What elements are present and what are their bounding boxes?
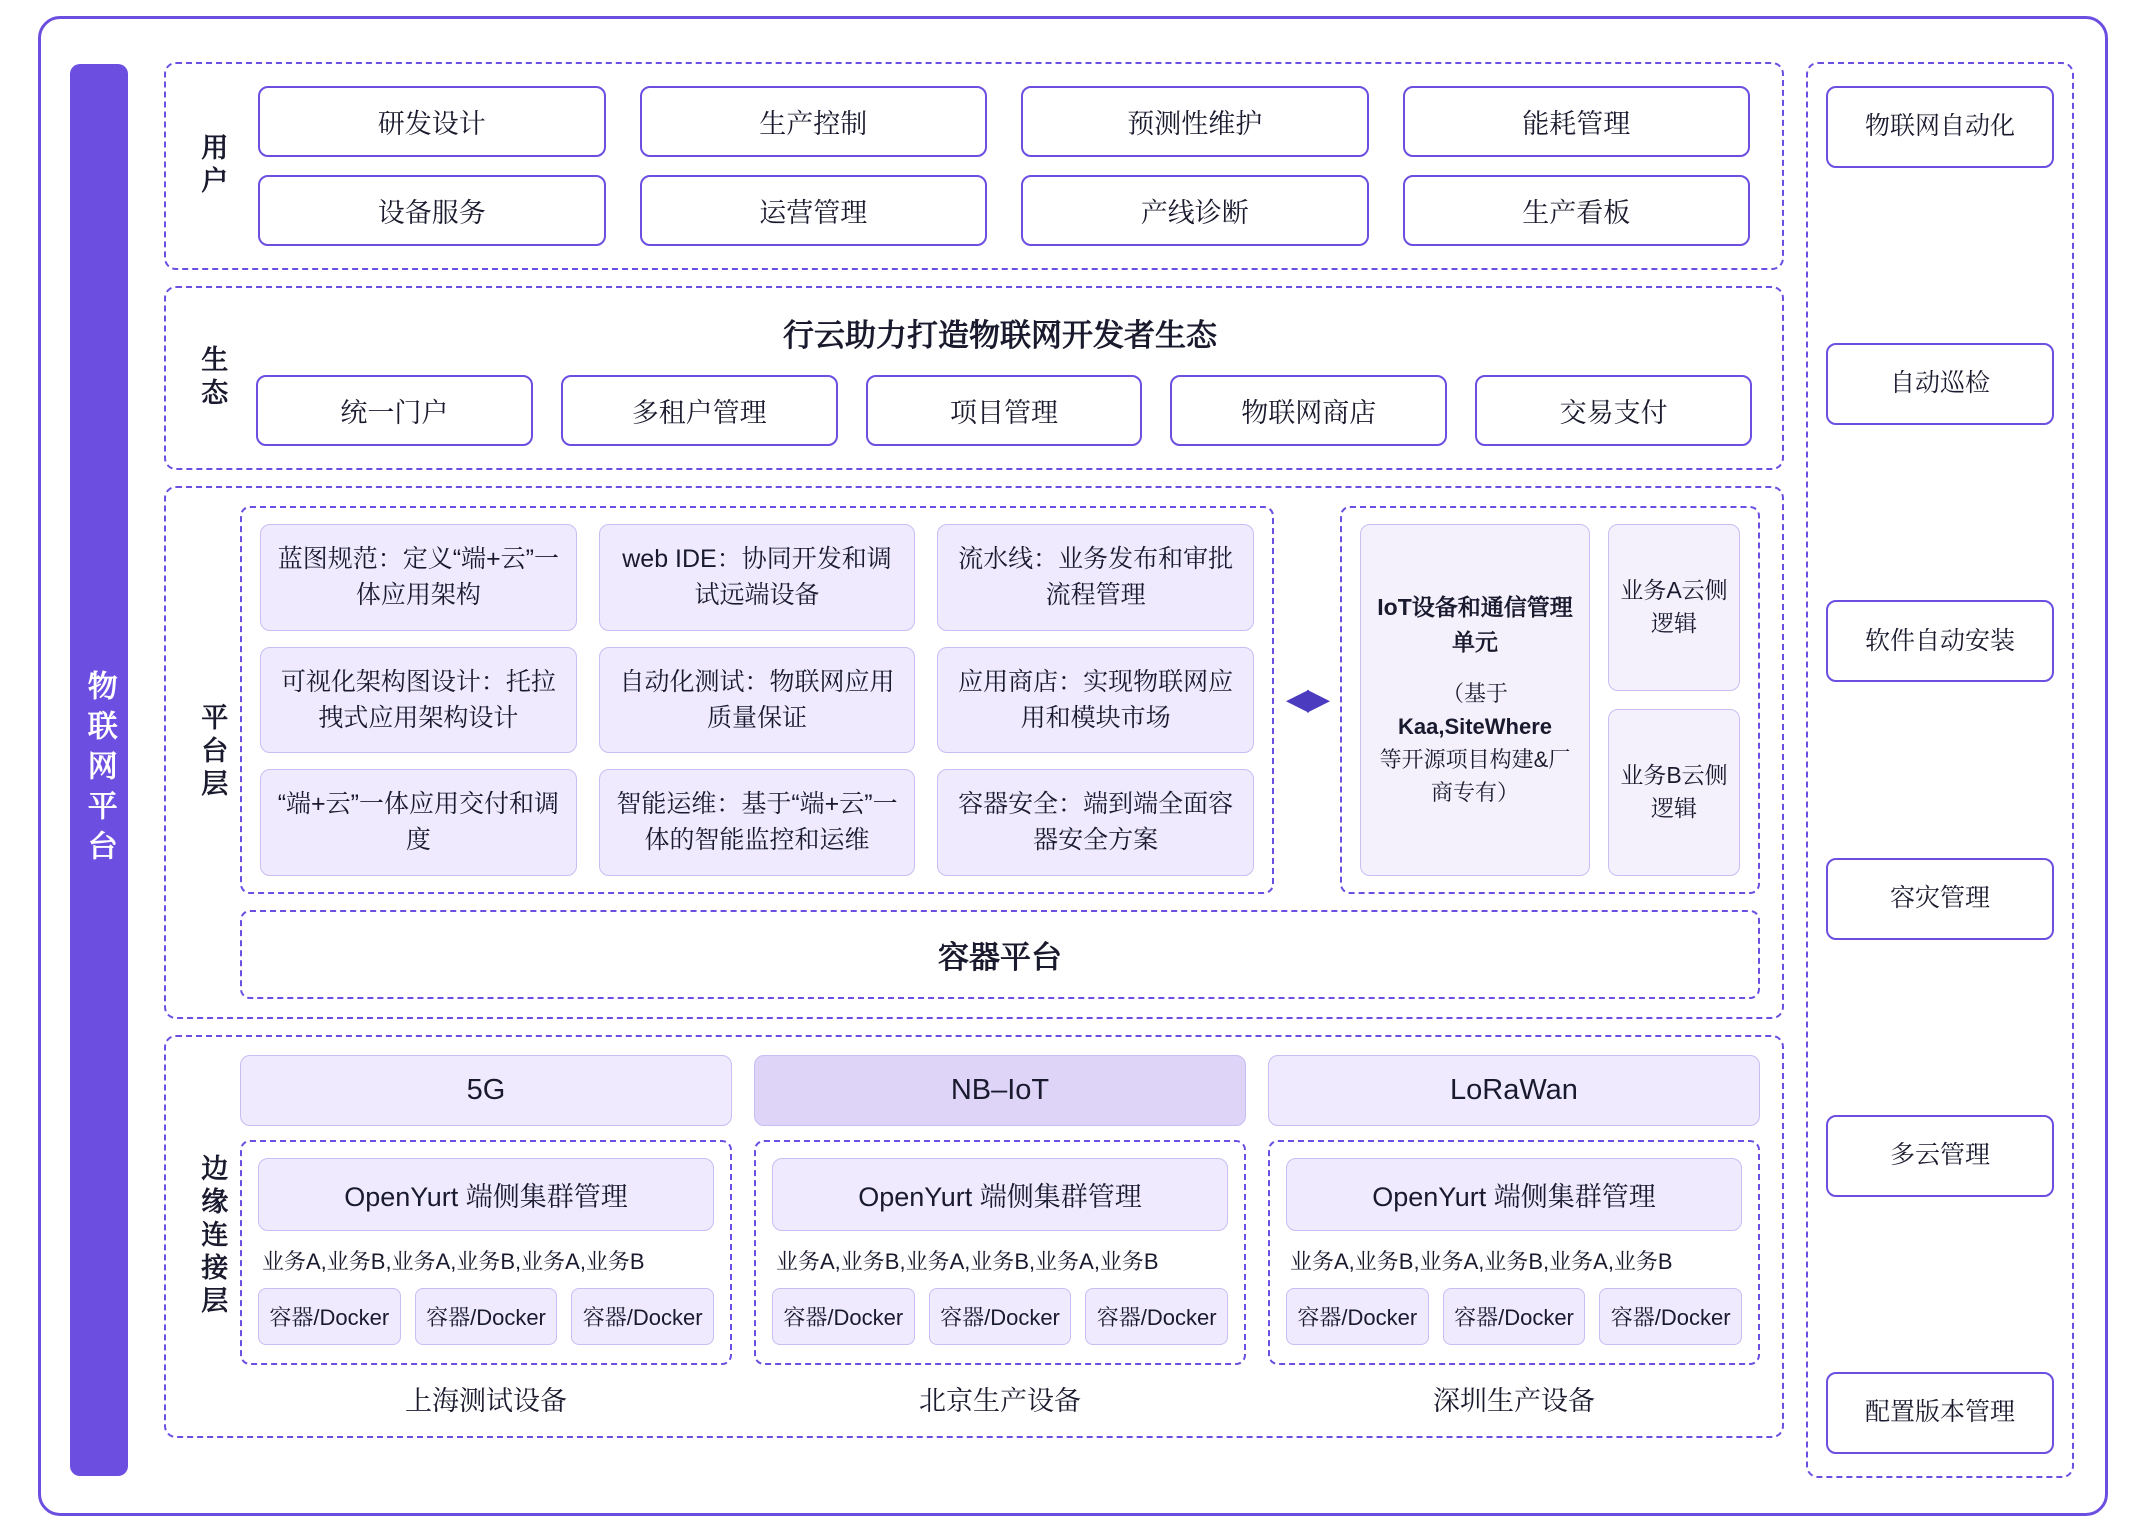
iot-unit-note [1371,677,1579,809]
docker-item[interactable]: 容器/Docker [571,1288,714,1345]
docker-list [772,1288,1228,1345]
network-row [240,1055,1760,1126]
docker-item[interactable]: 容器/Docker [929,1288,1072,1345]
platform-capability-grid [240,506,1274,894]
device-caption: 深圳生产设备 [1433,1385,1595,1416]
device-box [240,1140,732,1365]
device-business-list: 业务A,业务B,业务A,业务B,业务A,业务B [1290,1248,1673,1274]
user-item[interactable]: 研发设计 [258,86,606,157]
openyurt-cluster-title[interactable]: OpenYurt 端侧集群管理 [258,1158,714,1231]
user-item[interactable]: 能耗管理 [1403,86,1751,157]
platform-card[interactable]: 可视化架构图设计：托拉拽式应用架构设计 [260,647,577,754]
section-platform-label-wrap [184,506,240,999]
docker-item[interactable]: 容器/Docker [258,1288,401,1345]
section-edge-label-wrap [184,1055,240,1418]
user-item[interactable]: 设备服务 [258,175,606,246]
docker-item[interactable]: 容器/Docker [1599,1288,1742,1345]
platform-card[interactable]: web IDE：协同开发和调试远端设备 [599,524,916,631]
network-5g[interactable]: 5G [240,1055,732,1126]
device-group [754,1140,1246,1418]
cloud-business-column [1608,524,1740,876]
openyurt-cluster-title[interactable]: OpenYurt 端侧集群管理 [772,1158,1228,1231]
platform-card[interactable]: “端+云”一体应用交付和调度 [260,769,577,876]
user-grid [240,82,1760,250]
user-item[interactable]: 运营管理 [640,175,988,246]
device-caption: 上海测试设备 [405,1385,567,1416]
user-item[interactable]: 生产控制 [640,86,988,157]
section-eco-body [240,306,1760,450]
section-eco-label: 生态 [197,345,228,411]
device-business-list: 业务A,业务B,业务A,业务B,业务A,业务B [262,1248,645,1274]
docker-item[interactable]: 容器/Docker [415,1288,558,1345]
right-item-auto-inspection[interactable]: 自动巡检 [1826,343,2054,425]
platform-card[interactable]: 自动化测试：物联网应用质量保证 [599,647,916,754]
eco-item[interactable]: 物联网商店 [1170,375,1447,446]
eco-grid [240,375,1760,450]
device-group [240,1140,732,1418]
iot-management-unit[interactable] [1360,524,1590,876]
iot-unit-title: IoT设备和通信管理单元 [1377,594,1573,655]
platform-card[interactable]: 应用商店：实现物联网应用和模块市场 [937,647,1254,754]
eco-item[interactable]: 项目管理 [866,375,1143,446]
section-edge-body [240,1055,1760,1418]
business-a-cloud-logic[interactable]: 业务A云侧逻辑 [1608,524,1740,691]
platform-row [240,506,1760,894]
right-capability-column [1806,62,2074,1478]
section-platform [164,486,1784,1019]
left-bar-label: 物联网平台 [82,670,116,870]
docker-item[interactable]: 容器/Docker [772,1288,915,1345]
network-nbiot[interactable]: NB–IoT [754,1055,1246,1126]
eco-item[interactable]: 统一门户 [256,375,533,446]
device-business-list: 业务A,业务B,业务A,业务B,业务A,业务B [776,1248,1159,1274]
platform-iot-group [1340,506,1760,894]
device-row [240,1140,1760,1418]
section-edge-label: 边缘连接层 [197,1153,228,1319]
section-user [164,62,1784,270]
center-column [164,62,1784,1478]
eco-item[interactable]: 多租户管理 [561,375,838,446]
platform-card[interactable]: 流水线：业务发布和审批流程管理 [937,524,1254,631]
iot-unit-note-prefix: （基于 [1441,681,1508,707]
iot-unit-note-bold: Kaa,SiteWhere [1397,714,1553,740]
section-edge [164,1035,1784,1438]
docker-item[interactable]: 容器/Docker [1443,1288,1586,1345]
right-item-disaster-recovery[interactable]: 容灾管理 [1826,858,2054,940]
eco-title: 行云助力打造物联网开发者生态 [783,318,1217,353]
network-lorawan[interactable]: LoRaWan [1268,1055,1760,1126]
user-item[interactable]: 产线诊断 [1021,175,1369,246]
docker-item[interactable]: 容器/Docker [1286,1288,1429,1345]
right-item-multicloud-management[interactable]: 多云管理 [1826,1115,2054,1197]
right-item-config-version-management[interactable]: 配置版本管理 [1826,1372,2054,1454]
device-box [1268,1140,1760,1365]
docker-list [1286,1288,1742,1345]
section-user-body [240,82,1760,250]
platform-card[interactable]: 容器安全：端到端全面容器安全方案 [937,769,1254,876]
platform-card[interactable]: 智能运维：基于“端+云”一体的智能监控和运维 [599,769,916,876]
docker-list [258,1288,714,1345]
section-eco-label-wrap [184,306,240,450]
bidirectional-arrow-icon: ◀▶ [1285,683,1329,717]
right-item-software-auto-install[interactable]: 软件自动安装 [1826,600,2054,682]
business-b-cloud-logic[interactable]: 业务B云侧逻辑 [1608,709,1740,876]
section-platform-label: 平台层 [197,702,228,802]
device-caption: 北京生产设备 [919,1385,1081,1416]
section-user-label: 用户 [197,133,228,199]
section-eco [164,286,1784,470]
user-item[interactable]: 生产看板 [1403,175,1751,246]
section-platform-body [240,506,1760,999]
device-group [1268,1140,1760,1418]
iot-unit-note-suffix: 等开源项目构建&厂商专有） [1379,747,1571,806]
docker-item[interactable]: 容器/Docker [1085,1288,1228,1345]
right-item-iot-automation[interactable]: 物联网自动化 [1826,86,2054,168]
platform-card[interactable]: 蓝图规范：定义“端+云”一体应用架构 [260,524,577,631]
user-item[interactable]: 预测性维护 [1021,86,1369,157]
eco-item[interactable]: 交易支付 [1475,375,1752,446]
device-box [754,1140,1246,1365]
container-platform-bar: 容器平台 [240,910,1760,999]
left-vertical-bar [70,64,128,1476]
section-user-label-wrap [184,82,240,250]
openyurt-cluster-title[interactable]: OpenYurt 端侧集群管理 [1286,1158,1742,1231]
diagram-content [30,28,2114,1512]
